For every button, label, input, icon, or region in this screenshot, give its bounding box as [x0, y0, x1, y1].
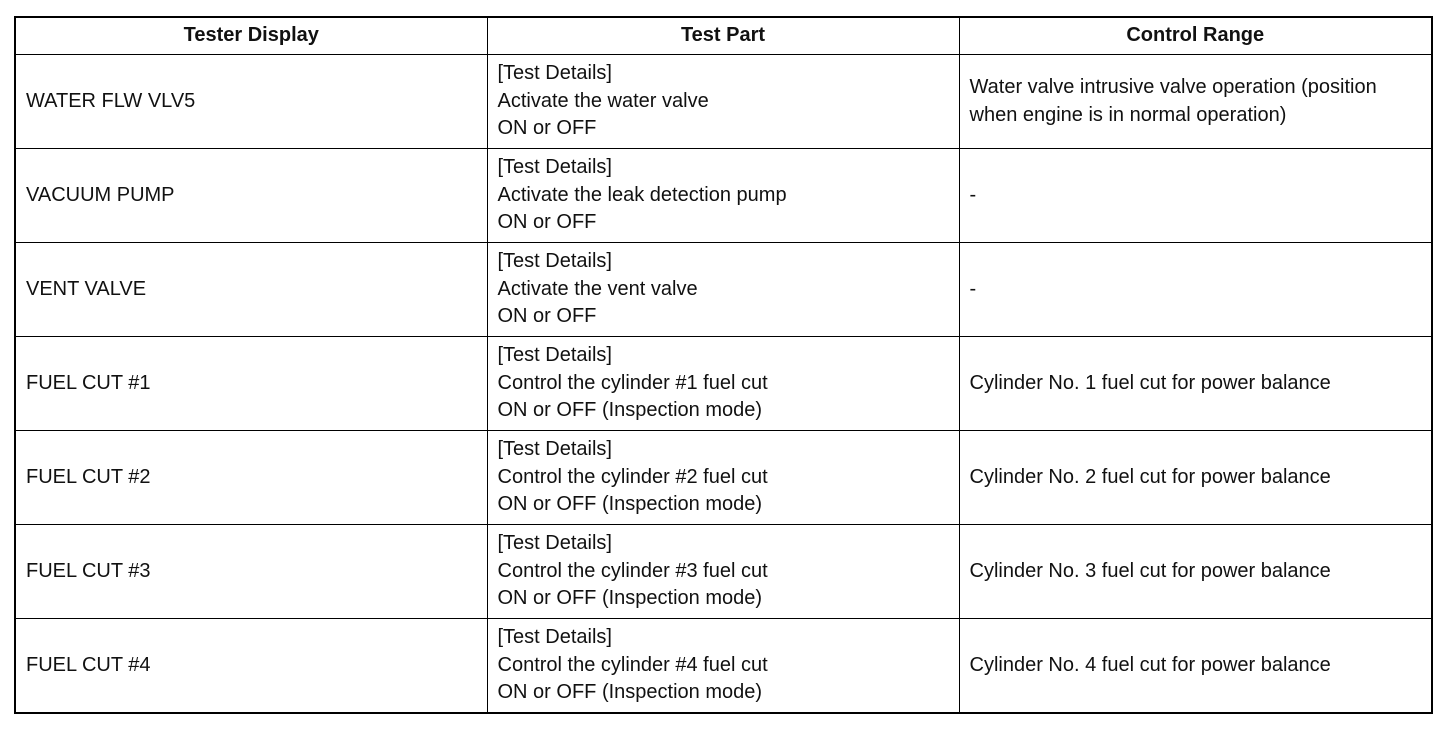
test-action: Control the cylinder #3 fuel cut [497, 559, 768, 582]
control-range-text: Cylinder No. 2 fuel cut for power balance [969, 465, 1331, 488]
table-row [15, 243, 1432, 337]
test-part-cell [487, 243, 959, 337]
tester-display-cell: FUEL CUT #1 [15, 337, 487, 431]
active-test-table [14, 16, 1433, 714]
table-row [15, 55, 1432, 149]
test-details-label: [Test Details] [497, 62, 612, 85]
test-action: Activate the vent valve [497, 277, 698, 300]
test-action: Control the cylinder #2 fuel cut [497, 465, 768, 488]
test-details-label: [Test Details] [497, 156, 612, 179]
control-range-text: Water valve intrusive valve operation (position when engine is in normal operation) [969, 76, 1377, 126]
table-row [15, 619, 1432, 713]
header-test-part: Test Part [487, 17, 959, 55]
tester-display-cell: VENT VALVE [15, 243, 487, 337]
table-row [15, 431, 1432, 525]
test-details-label: [Test Details] [497, 250, 612, 273]
tester-display-cell: FUEL CUT #4 [15, 619, 487, 713]
tester-display-cell: VACUUM PUMP [15, 149, 487, 243]
test-details-label: [Test Details] [497, 626, 612, 648]
test-details-label: [Test Details] [497, 438, 612, 461]
test-mode: ON or OFF (Inspection mode) [497, 587, 763, 610]
test-mode: ON or OFF (Inspection mode) [497, 681, 763, 703]
tester-display-cell: FUEL CUT #2 [15, 431, 487, 525]
test-part-cell [487, 525, 959, 619]
tester-display-cell: WATER FLW VLV5 [15, 55, 487, 149]
test-part-cell [487, 149, 959, 243]
test-part-cell [487, 337, 959, 431]
control-range-cell [959, 337, 1432, 431]
test-details-label: [Test Details] [497, 532, 612, 555]
test-part-cell [487, 619, 959, 713]
header-control-range: Control Range [959, 17, 1432, 55]
test-mode: ON or OFF (Inspection mode) [497, 493, 763, 516]
table-header-row [15, 17, 1432, 55]
control-range-text: Cylinder No. 3 fuel cut for power balance [969, 559, 1331, 582]
table-row [15, 149, 1432, 243]
control-range-text: - [969, 277, 977, 300]
control-range-cell [959, 431, 1432, 525]
test-mode: ON or OFF [497, 211, 597, 234]
test-action: Control the cylinder #1 fuel cut [497, 371, 768, 394]
test-action: Control the cylinder #4 fuel cut [497, 653, 768, 676]
test-part-cell [487, 431, 959, 525]
header-tester-display: Tester Display [15, 17, 487, 55]
control-range-cell [959, 243, 1432, 337]
control-range-cell [959, 525, 1432, 619]
control-range-cell [959, 619, 1432, 713]
test-mode: ON or OFF (Inspection mode) [497, 399, 763, 422]
tester-display-cell: FUEL CUT #3 [15, 525, 487, 619]
control-range-text: Cylinder No. 1 fuel cut for power balance [969, 371, 1331, 394]
control-range-text: - [969, 183, 977, 206]
table-row [15, 525, 1432, 619]
table-row [15, 337, 1432, 431]
test-mode: ON or OFF [497, 305, 597, 328]
test-action: Activate the water valve [497, 89, 709, 112]
control-range-cell [959, 149, 1432, 243]
test-mode: ON or OFF [497, 117, 597, 140]
test-details-label: [Test Details] [497, 344, 612, 367]
control-range-text: Cylinder No. 4 fuel cut for power balance [969, 653, 1331, 676]
control-range-cell [959, 55, 1432, 149]
test-part-cell [487, 55, 959, 149]
test-action: Activate the leak detection pump [497, 183, 787, 206]
